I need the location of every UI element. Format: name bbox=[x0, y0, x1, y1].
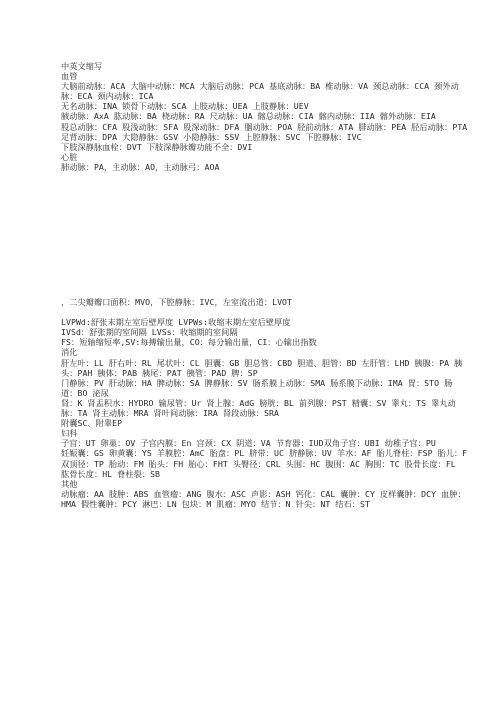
text-line: 大脑前动脉：ACA 大脑中动脉：MCA 大脑后动脉：PCA 基底动脉：BA 椎动脉：VA 颈总动脉：CCA 颈外动脉：ECA 颈内动脉：ICA bbox=[61, 81, 459, 102]
text-line: 门静脉：PV 肝动脉：HA 脾动脉：SA 脾静脉：SV 肠系膜上动脉：SMA 肠系膜下动脉：IMA 胃：STO 肠道：BO 泌尿 bbox=[61, 377, 453, 398]
section-heading-heart: 心脏 bbox=[61, 151, 78, 162]
upper-text-block bbox=[61, 61, 468, 172]
text-line: 肾：K 肾盂积水：HYDRO 输尿管：Ur 肾上腺：AdG 膀胱：BL 前列腺：PST 精囊：SV 睾丸：TS 睾丸动脉：TA 肾主动脉：MRA 肾叶间动脉：IRA 肾段动脉：SRA bbox=[61, 397, 456, 419]
text-line: 动脉瘤：AA 肢肿：ABS 血管瘤：ANG 腹水：ASC 声影：ASH 钙化：CAL 囊肿：CY 皮样囊肿：DCY 血肿：HMA 假性囊肿：PCY 淋巴：LN 包块：M 肌瘤：MYO 结节：N 针尖：NT 结石：ST bbox=[61, 488, 466, 509]
text-line: ，二尖瓣瓣口面积：MVO，下腔静脉：IVC，左室流出道：LVOT bbox=[61, 297, 293, 307]
text-line: 腋动脉：AxA 肱动脉：BA 桡动脉：RA 尺动脉：UA 髂总动脉：CIA 髂内动脉：IIA 髂外动脉：EIA bbox=[61, 111, 436, 122]
text-line: IVSd：舒张期的室间隔 LVSs：收缩期的室间隔 bbox=[61, 327, 238, 338]
section-heading-vessels: 血管 bbox=[61, 71, 78, 82]
text-line: 肺动脉：PA，主动脉：AO，主动脉弓：AOA bbox=[61, 161, 220, 172]
text-line: 肝左叶：LL 肝右叶：RL 尾状叶：CL 胆囊：GB 胆总管：CBD 胆道、胆管：BD 左肝管：LHD 胰腺：PA 胰头：PAH 胰体：PAB 胰尾：PAT 胰管：PAD 脾：SP bbox=[61, 357, 463, 378]
text-line: LVPWd:舒张末期左室后壁厚度 LVPWs:收缩末期左室后壁厚度 bbox=[61, 317, 291, 328]
text-line: FS：短轴缩短率,SV:每搏输出量，CO：每分输出量，CI：心输出指数 bbox=[61, 337, 317, 348]
lower-text-block bbox=[61, 297, 468, 509]
text-line: 子宫：UT 卵巢：OV 子宫内膜：En 宫颈：CX 阴道：VA 节育器：IUD双角子宫：UBI 幼稚子宫：PU bbox=[61, 438, 436, 449]
section-heading-digestion: 消化 bbox=[61, 347, 78, 358]
text-line: 下肢深静脉血栓：DVT 下肢深静脉瓣功能不全：DVI bbox=[61, 141, 253, 152]
text-line: 无名动脉：INA 锁骨下动脉：SCA 上肢动脉：UEA 上肢静脉：UEV bbox=[61, 101, 309, 112]
text-line: 附囊SC、附睾EP bbox=[61, 418, 123, 429]
text-line: 妊娠囊：GS 卵黄囊：YS 羊膜腔：AmC 胎盘：PL 脐带：UC 脐静脉：UV 羊水：AF 胎儿脊柱：FSP 胎儿：F 双顶径：TP 胎动：FM 胎头：FH 胎心：FHT 头臀径：CRL 头围：HC 腹围：AC 胸围：TC 股骨长度：FL 肱骨长度：HL 脊柱裂：SB bbox=[61, 448, 468, 479]
text-line: 股总动脉：CFA 股浅动脉：SFA 股深动脉：DFA 腘动脉：POA 胫前动脉：ATA 腓动脉：PEA 胫后动脉：PTA 足背动脉：DPA 大隐静脉：GSV 小隐静脉：SSV 上腔静脉：SVC 下腔静脉：IVC bbox=[61, 121, 468, 142]
section-heading-other: 其他 bbox=[61, 478, 78, 489]
blank-line bbox=[61, 307, 468, 317]
section-heading-gynecology: 妇科 bbox=[61, 428, 78, 439]
doc-title: 中英文缩写 bbox=[61, 61, 103, 71]
